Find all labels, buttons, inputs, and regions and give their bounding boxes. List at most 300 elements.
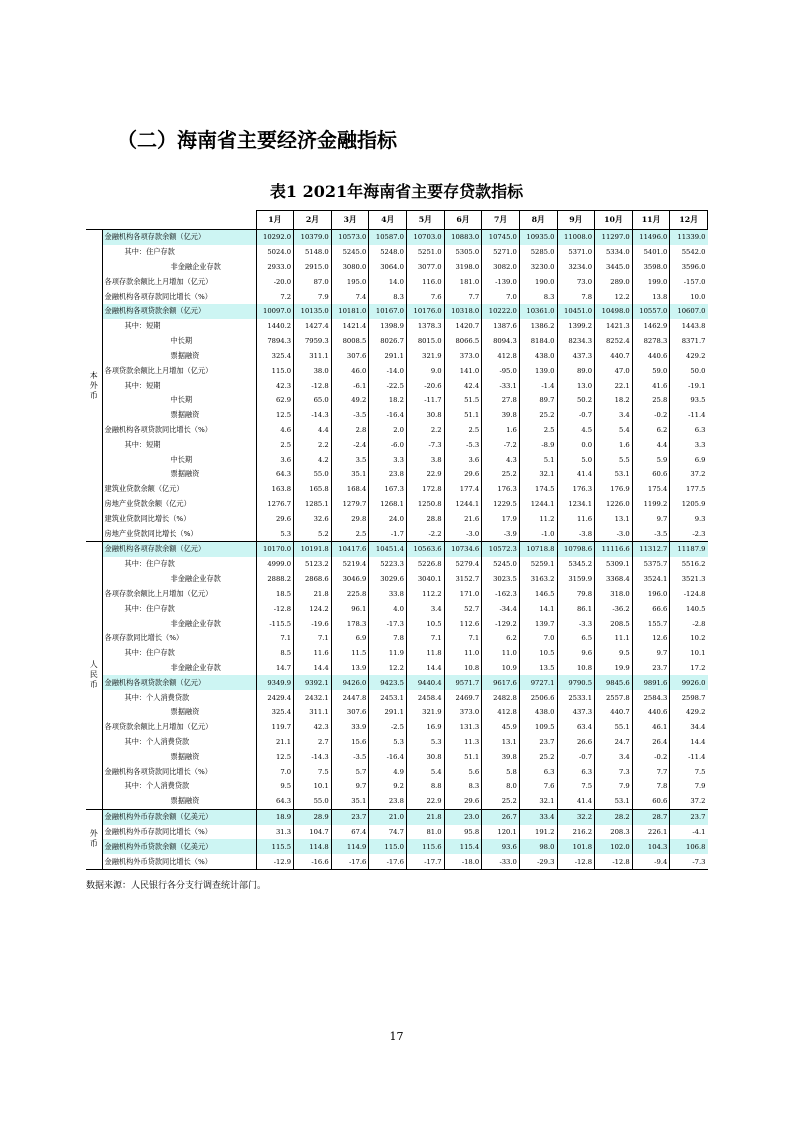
value-cell: 18.2 <box>369 393 407 408</box>
value-cell: 8.3 <box>369 289 407 304</box>
value-cell: -19.1 <box>670 378 708 393</box>
value-cell: 5.9 <box>632 452 670 467</box>
value-cell: 2.8 <box>331 423 369 438</box>
value-cell: 10745.0 <box>482 230 520 245</box>
value-cell: 11.1 <box>595 631 633 646</box>
value-cell: 13.1 <box>595 511 633 526</box>
value-cell: 28.8 <box>407 511 445 526</box>
value-cell: -17.6 <box>369 854 407 869</box>
value-cell: 3029.6 <box>369 572 407 587</box>
value-cell: 5542.0 <box>670 245 708 260</box>
value-cell: 12.6 <box>632 631 670 646</box>
value-cell: 5123.2 <box>294 557 332 572</box>
value-cell: 47.0 <box>595 363 633 378</box>
value-cell: 225.8 <box>331 587 369 602</box>
value-cell: 11116.6 <box>595 542 633 557</box>
row-label: 建筑业贷款同比增长（%） <box>104 513 191 523</box>
value-cell: 7.3 <box>595 764 633 779</box>
table-row <box>86 408 708 423</box>
value-cell: 10718.8 <box>519 542 557 557</box>
source-note: 数据来源：人民银行各分支行调查统计部门。 <box>86 881 267 891</box>
value-cell: 7.9 <box>294 289 332 304</box>
value-cell: 32.6 <box>294 511 332 526</box>
table-row <box>86 825 708 840</box>
value-cell: 174.5 <box>519 482 557 497</box>
value-cell: 208.3 <box>595 825 633 840</box>
value-cell: -33.0 <box>482 854 520 869</box>
value-cell: -17.7 <box>407 854 445 869</box>
value-cell: 4.3 <box>482 452 520 467</box>
value-cell: 23.0 <box>444 809 482 824</box>
table-row <box>86 437 708 452</box>
row-label: 各项存款余额比上月增加（亿元） <box>104 588 213 598</box>
value-cell: 9.3 <box>670 511 708 526</box>
value-cell: 53.1 <box>595 794 633 809</box>
value-cell: 1443.8 <box>670 319 708 334</box>
value-cell: 3445.0 <box>595 260 633 275</box>
value-cell: 25.2 <box>519 408 557 423</box>
value-cell: 9440.4 <box>407 675 445 690</box>
value-cell: 1462.9 <box>632 319 670 334</box>
value-cell: 115.0 <box>369 839 407 854</box>
value-cell: 9845.6 <box>595 675 633 690</box>
value-cell: 51.1 <box>444 749 482 764</box>
value-cell: -7.3 <box>670 854 708 869</box>
value-cell: 440.7 <box>595 349 633 364</box>
value-cell: 3040.1 <box>407 572 445 587</box>
value-cell: -17.6 <box>331 854 369 869</box>
value-cell: 3064.0 <box>369 260 407 275</box>
value-cell: 5.2 <box>294 526 332 541</box>
value-cell: -20.6 <box>407 378 445 393</box>
value-cell: -2.8 <box>670 616 708 631</box>
table-row <box>86 690 708 705</box>
value-cell: 2584.3 <box>632 690 670 705</box>
value-cell: -162.3 <box>482 587 520 602</box>
value-cell: 9.2 <box>369 779 407 794</box>
value-cell: 8252.4 <box>595 334 633 349</box>
value-cell: 3080.0 <box>331 260 369 275</box>
row-label: 非金融企业存款 <box>170 574 221 584</box>
value-cell: 104.7 <box>294 825 332 840</box>
value-cell: 141.0 <box>444 363 482 378</box>
row-label: 非金融企业存款 <box>170 262 221 272</box>
table-row <box>86 230 708 245</box>
page-number: 17 <box>389 1030 404 1043</box>
table-row <box>86 839 708 854</box>
value-cell: -34.4 <box>482 601 520 616</box>
value-cell: 3.3 <box>670 437 708 452</box>
deposit-loan-table <box>86 210 708 870</box>
value-cell: 5.4 <box>595 423 633 438</box>
row-label: 其中：住户存款 <box>124 247 175 257</box>
value-cell: 7.0 <box>482 289 520 304</box>
value-cell: 51.1 <box>444 408 482 423</box>
row-label: 票据融资 <box>170 469 200 479</box>
value-cell: 2598.7 <box>670 690 708 705</box>
value-cell: 3163.2 <box>519 572 557 587</box>
value-cell: 11.0 <box>482 646 520 661</box>
value-cell: 13.5 <box>519 661 557 676</box>
value-cell: -7.2 <box>482 437 520 452</box>
row-label: 其中：住户存款 <box>124 603 175 613</box>
table-row <box>86 779 708 794</box>
value-cell: 33.4 <box>519 809 557 824</box>
value-cell: 64.3 <box>256 794 294 809</box>
value-cell: 10.1 <box>670 646 708 661</box>
value-cell: 321.9 <box>407 705 445 720</box>
value-cell: 3598.0 <box>632 260 670 275</box>
value-cell: 7.8 <box>557 289 595 304</box>
value-cell: 437.3 <box>557 349 595 364</box>
table-row <box>86 809 708 824</box>
value-cell: 23.7 <box>519 735 557 750</box>
value-cell: 199.0 <box>632 274 670 289</box>
table-row <box>86 423 708 438</box>
value-cell: 3.4 <box>595 408 633 423</box>
value-cell: 2868.6 <box>294 572 332 587</box>
value-cell: 11.5 <box>331 646 369 661</box>
row-label: 房地产业贷款余额（亿元） <box>104 499 191 509</box>
value-cell: 24.7 <box>595 735 633 750</box>
value-cell: 9.7 <box>632 646 670 661</box>
value-cell: 106.8 <box>670 839 708 854</box>
value-cell: 0.0 <box>557 437 595 452</box>
value-cell: 33.9 <box>331 720 369 735</box>
value-cell: 1378.3 <box>407 319 445 334</box>
value-cell: 5401.0 <box>632 245 670 260</box>
value-cell: 3159.9 <box>557 572 595 587</box>
value-cell: 28.7 <box>632 809 670 824</box>
value-cell: 10222.0 <box>482 304 520 319</box>
value-cell: 23.7 <box>670 809 708 824</box>
value-cell: 176.3 <box>557 482 595 497</box>
value-cell: 8015.0 <box>407 334 445 349</box>
value-cell: 7.5 <box>294 764 332 779</box>
value-cell: 5375.7 <box>632 557 670 572</box>
value-cell: 26.6 <box>557 735 595 750</box>
month-header: 3月 <box>331 211 369 230</box>
value-cell: 87.0 <box>294 274 332 289</box>
value-cell: 412.8 <box>482 705 520 720</box>
value-cell: 12.2 <box>595 289 633 304</box>
value-cell: 17.2 <box>670 661 708 676</box>
value-cell: 3046.9 <box>331 572 369 587</box>
value-cell: 373.0 <box>444 705 482 720</box>
value-cell: 29.6 <box>444 467 482 482</box>
value-cell: 3082.0 <box>482 260 520 275</box>
value-cell: 9.0 <box>407 363 445 378</box>
table-row <box>86 274 708 289</box>
value-cell: 3.6 <box>444 452 482 467</box>
value-cell: 29.6 <box>444 794 482 809</box>
value-cell: 7.7 <box>632 764 670 779</box>
month-header: 11月 <box>632 211 670 230</box>
value-cell: 1440.2 <box>256 319 294 334</box>
value-cell: 7.5 <box>670 764 708 779</box>
value-cell: 2482.8 <box>482 690 520 705</box>
value-cell: 112.6 <box>444 616 482 631</box>
value-cell: 21.8 <box>407 809 445 824</box>
value-cell: 23.7 <box>632 661 670 676</box>
value-cell: 163.8 <box>256 482 294 497</box>
value-cell: 7.6 <box>407 289 445 304</box>
table-row <box>86 497 708 512</box>
row-label: 其中：短期 <box>124 439 161 449</box>
value-cell: 291.1 <box>369 349 407 364</box>
table-row <box>86 452 708 467</box>
value-cell: 8.8 <box>407 779 445 794</box>
value-cell: 139.0 <box>519 363 557 378</box>
value-cell: 3077.0 <box>407 260 445 275</box>
value-cell: -3.8 <box>557 526 595 541</box>
value-cell: 5245.0 <box>331 245 369 260</box>
value-cell: 1226.0 <box>595 497 633 512</box>
value-cell: 42.4 <box>444 378 482 393</box>
value-cell: 2506.6 <box>519 690 557 705</box>
value-cell: 11187.9 <box>670 542 708 557</box>
value-cell: 65.0 <box>294 393 332 408</box>
value-cell: 10.8 <box>557 661 595 676</box>
value-cell: 5.3 <box>256 526 294 541</box>
value-cell: 165.8 <box>294 482 332 497</box>
value-cell: 4.4 <box>294 423 332 438</box>
value-cell: 9.6 <box>557 646 595 661</box>
group-label-text: 人民币 <box>89 660 98 690</box>
value-cell: 10883.0 <box>444 230 482 245</box>
table-row <box>86 616 708 631</box>
row-label: 房地产业贷款同比增长（%） <box>104 528 198 538</box>
month-header: 1月 <box>256 211 294 230</box>
row-label: 金融机构外币存款余额（亿美元） <box>102 809 256 824</box>
value-cell: 10097.0 <box>256 304 294 319</box>
value-cell: 175.4 <box>632 482 670 497</box>
value-cell: 7.9 <box>595 779 633 794</box>
table-row <box>86 601 708 616</box>
value-cell: 10167.0 <box>369 304 407 319</box>
value-cell: 10572.3 <box>482 542 520 557</box>
value-cell: 64.3 <box>256 467 294 482</box>
value-cell: 1285.1 <box>294 497 332 512</box>
value-cell: 14.1 <box>519 601 557 616</box>
value-cell: 9423.5 <box>369 675 407 690</box>
value-cell: -157.0 <box>670 274 708 289</box>
value-cell: -129.2 <box>482 616 520 631</box>
row-label: 金融机构外币贷款余额（亿美元） <box>102 839 256 854</box>
value-cell: 8.3 <box>519 289 557 304</box>
value-cell: 6.3 <box>670 423 708 438</box>
value-cell: -11.7 <box>407 393 445 408</box>
table-row <box>86 764 708 779</box>
value-cell: 25.2 <box>519 749 557 764</box>
value-cell: 21.0 <box>369 809 407 824</box>
table-row <box>86 557 708 572</box>
value-cell: 5259.1 <box>519 557 557 572</box>
value-cell: 7.1 <box>444 631 482 646</box>
value-cell: 26.4 <box>632 735 670 750</box>
value-cell: 3.6 <box>256 452 294 467</box>
value-cell: 440.6 <box>632 349 670 364</box>
value-cell: 13.9 <box>331 661 369 676</box>
value-cell: 86.1 <box>557 601 595 616</box>
value-cell: 2933.0 <box>256 260 294 275</box>
value-cell: 11.6 <box>294 646 332 661</box>
value-cell: -14.3 <box>294 749 332 764</box>
value-cell: 22.9 <box>407 794 445 809</box>
value-cell: 307.6 <box>331 705 369 720</box>
value-cell: -1.4 <box>519 378 557 393</box>
value-cell: 11008.0 <box>557 230 595 245</box>
value-cell: 41.4 <box>557 467 595 482</box>
value-cell: 131.3 <box>444 720 482 735</box>
value-cell: 3596.0 <box>670 260 708 275</box>
value-cell: 6.2 <box>632 423 670 438</box>
value-cell: 10.2 <box>670 631 708 646</box>
value-cell: -3.5 <box>632 526 670 541</box>
value-cell: 66.6 <box>632 601 670 616</box>
value-cell: -19.6 <box>294 616 332 631</box>
value-cell: 114.8 <box>294 839 332 854</box>
value-cell: -12.9 <box>256 854 294 869</box>
value-cell: 89.7 <box>519 393 557 408</box>
row-label: 其中：个人消费贷款 <box>124 692 190 702</box>
value-cell: 3368.4 <box>595 572 633 587</box>
value-cell: 3.5 <box>331 452 369 467</box>
row-label: 各项贷款余额比上月增加（亿元） <box>104 722 213 732</box>
value-cell: 2533.1 <box>557 690 595 705</box>
value-cell: 98.0 <box>519 839 557 854</box>
value-cell: 10.1 <box>294 779 332 794</box>
value-cell: 115.6 <box>407 839 445 854</box>
value-cell: 14.4 <box>670 735 708 750</box>
value-cell: 146.5 <box>519 587 557 602</box>
value-cell: 7.4 <box>331 289 369 304</box>
value-cell: 32.2 <box>557 809 595 824</box>
table-row <box>86 378 708 393</box>
table-row <box>86 749 708 764</box>
value-cell: 10361.0 <box>519 304 557 319</box>
value-cell: 7959.3 <box>294 334 332 349</box>
value-cell: 89.0 <box>557 363 595 378</box>
value-cell: 2888.2 <box>256 572 294 587</box>
value-cell: 24.0 <box>369 511 407 526</box>
row-label: 金融机构各项贷款余额（亿元） <box>102 304 256 319</box>
value-cell: 311.1 <box>294 349 332 364</box>
table-body <box>86 230 708 870</box>
row-label: 票据融资 <box>170 410 200 420</box>
value-cell: -16.4 <box>369 408 407 423</box>
value-cell: 7.1 <box>407 631 445 646</box>
value-cell: 39.8 <box>482 408 520 423</box>
value-cell: 1398.9 <box>369 319 407 334</box>
value-cell: -95.0 <box>482 363 520 378</box>
month-header: 7月 <box>482 211 520 230</box>
value-cell: 2453.1 <box>369 690 407 705</box>
value-cell: 10170.0 <box>256 542 294 557</box>
group-label <box>86 230 102 542</box>
value-cell: 10379.0 <box>294 230 332 245</box>
value-cell: 93.5 <box>670 393 708 408</box>
value-cell: 10798.6 <box>557 542 595 557</box>
value-cell: 3.3 <box>369 452 407 467</box>
value-cell: 429.2 <box>670 705 708 720</box>
value-cell: 25.8 <box>632 393 670 408</box>
value-cell: 10191.8 <box>294 542 332 557</box>
value-cell: 6.3 <box>519 764 557 779</box>
row-label: 金融机构外币贷款同比增长（%） <box>102 854 256 869</box>
value-cell: 1421.4 <box>331 319 369 334</box>
value-cell: 5334.0 <box>595 245 633 260</box>
value-cell: 39.8 <box>482 749 520 764</box>
table-row <box>86 526 708 541</box>
value-cell: 41.6 <box>632 378 670 393</box>
value-cell: 172.8 <box>407 482 445 497</box>
value-cell: -11.4 <box>670 408 708 423</box>
value-cell: -18.0 <box>444 854 482 869</box>
value-cell: -0.7 <box>557 408 595 423</box>
value-cell: 28.2 <box>595 809 633 824</box>
value-cell: 8026.7 <box>369 334 407 349</box>
row-label: 各项贷款余额比上月增加（亿元） <box>104 365 213 375</box>
row-label: 中长期 <box>170 336 193 346</box>
value-cell: 8234.3 <box>557 334 595 349</box>
group-label-text: 外币 <box>89 829 98 849</box>
value-cell: 63.4 <box>557 720 595 735</box>
value-cell: 167.3 <box>369 482 407 497</box>
value-cell: 104.3 <box>632 839 670 854</box>
value-cell: -14.0 <box>369 363 407 378</box>
value-cell: 176.9 <box>595 482 633 497</box>
value-cell: 9.5 <box>256 779 294 794</box>
value-cell: 311.1 <box>294 705 332 720</box>
value-cell: 17.9 <box>482 511 520 526</box>
value-cell: 226.1 <box>632 825 670 840</box>
value-cell: 3521.3 <box>670 572 708 587</box>
value-cell: 55.1 <box>595 720 633 735</box>
value-cell: 1386.2 <box>519 319 557 334</box>
value-cell: 28.9 <box>294 809 332 824</box>
row-label: 票据融资 <box>170 707 200 717</box>
section-title: （二）海南省主要经济金融指标 <box>117 128 397 152</box>
value-cell: -4.1 <box>670 825 708 840</box>
value-cell: 2915.0 <box>294 260 332 275</box>
value-cell: 30.8 <box>407 749 445 764</box>
table-row <box>86 260 708 275</box>
value-cell: 1205.9 <box>670 497 708 512</box>
value-cell: 49.2 <box>331 393 369 408</box>
value-cell: 2.0 <box>369 423 407 438</box>
value-cell: -8.9 <box>519 437 557 452</box>
value-cell: -124.8 <box>670 587 708 602</box>
value-cell: -6.1 <box>331 378 369 393</box>
value-cell: 10557.0 <box>632 304 670 319</box>
value-cell: 4.4 <box>632 437 670 452</box>
value-cell: 10451.4 <box>369 542 407 557</box>
table-title: 表1 2021年海南省主要存贷款指标 <box>269 182 524 201</box>
table-row <box>86 572 708 587</box>
value-cell: -3.0 <box>444 526 482 541</box>
value-cell: 7.1 <box>256 631 294 646</box>
value-cell: 21.6 <box>444 511 482 526</box>
value-cell: 22.9 <box>407 467 445 482</box>
row-label: 中长期 <box>170 454 193 464</box>
value-cell: 38.0 <box>294 363 332 378</box>
value-cell: 181.0 <box>444 274 482 289</box>
value-cell: 55.0 <box>294 794 332 809</box>
value-cell: 11312.7 <box>632 542 670 557</box>
row-label: 金融机构各项存款余额（亿元） <box>102 542 256 557</box>
value-cell: 23.8 <box>369 794 407 809</box>
